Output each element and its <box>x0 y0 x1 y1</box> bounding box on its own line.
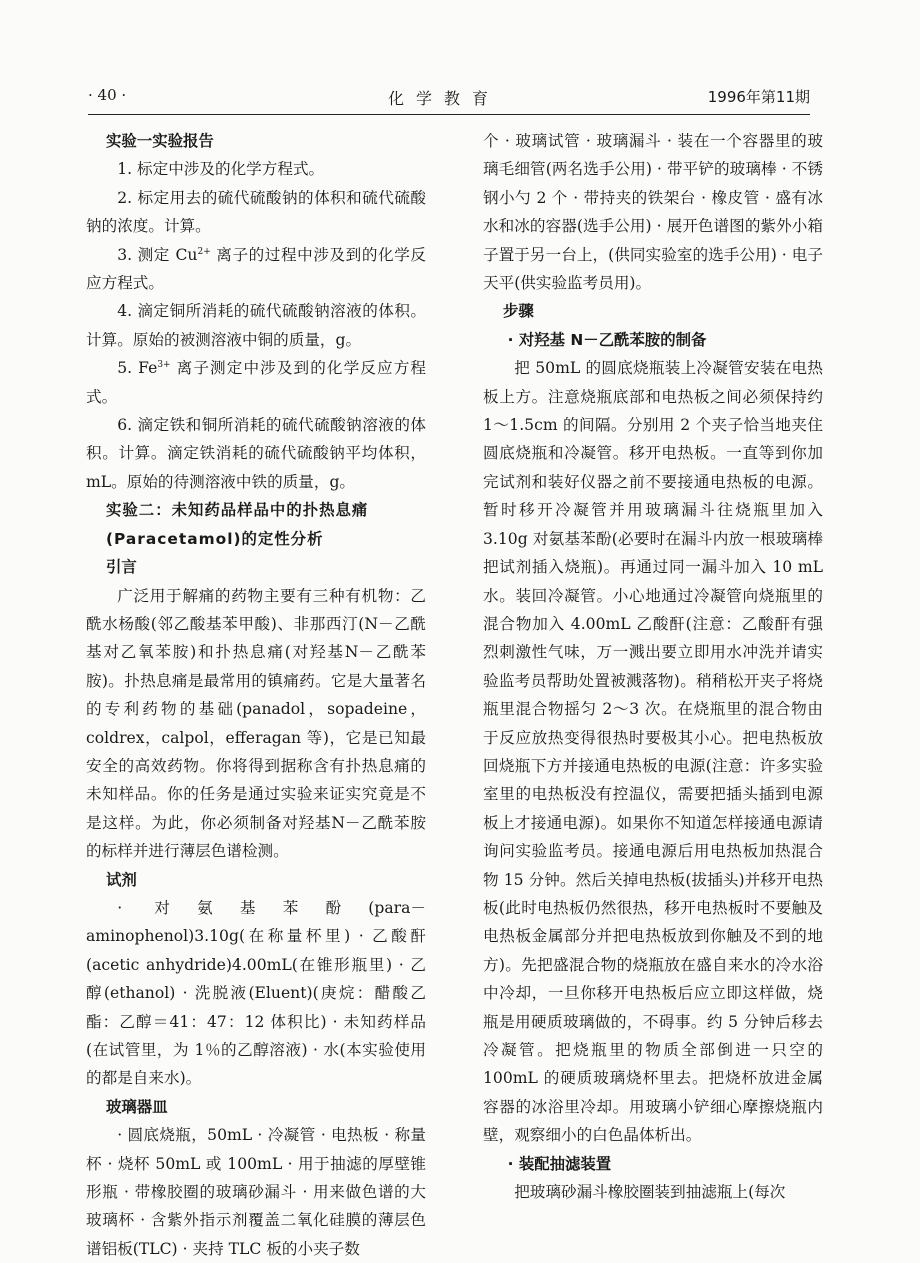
header-rule <box>88 114 810 115</box>
section-heading: · 装配抽滤装置 <box>507 1154 612 1173</box>
paragraph: 广泛用于解痛的药物主要有三种有机物：乙酰水杨酸(邻乙酸基苯甲酸)、非那西汀(N－乙酰基对乙氧苯胺)和扑热息痛(对羟基N－乙酰苯胺)。扑热息痛是最常用的镇痛药。它是大量著名的专利药物的基础(panadol，sopadeine，coldrex，calpol，efferagan 等)，它是已知最安全的高效药物。你将得到据称含有扑热息痛的未知样品。你的任务是通过实验来证实究竟是不是这样。为此，你必须制备对羟基N－乙酰苯胺的标样并进行薄层色谱检测。 <box>86 586 426 861</box>
paragraph: 2. 标定用去的硫代硫酸钠的体积和硫代硫酸钠的浓度。计算。 <box>86 188 426 236</box>
page-header <box>88 86 810 110</box>
paragraph: · 对氨基苯酚(para－aminophenol)3.10g(在称量杯里) · 乙酸酐(acetic anhydride)4.00mL(在锥形瓶里) · 乙醇(ethanol) · 洗脱液(Eluent)(庚烷：醋酸乙酯：乙醇＝41：47：12 体积比) · 未知药样品(在试管里，为 1％的乙醇溶液) · 水(本实验使用的都是自来水)。 <box>86 898 426 1088</box>
paragraph: 把玻璃砂漏斗橡胶圈装到抽滤瓶上(每次 <box>514 1183 786 1202</box>
section-heading: 步骤 <box>503 302 534 321</box>
paragraph: · 圆底烧瓶，50mL · 冷凝管 · 电热板 · 称量杯 · 烧杯 50mL 或 100mL · 用于抽滤的厚壁锥形瓶 · 带橡胶圈的玻璃砂漏斗 · 用来做色谱的大玻璃杯 · 含紫外指示剂覆盖二氧化硅膜的薄层色谱铝板(TLC) · 夹持 TLC 板的小夹子数 <box>86 1126 426 1258</box>
section-heading: 引言 <box>106 558 137 577</box>
paragraph: 把 50mL 的圆底烧瓶装上冷凝管安装在电热板上方。注意烧瓶底部和电热板之间必须保持约 1～1.5cm 的间隔。分别用 2 个夹子恰当地夹住圆底烧瓶和冷凝管。移开电热板。一直等到你加完试剂和装好仪器之前不要接通电热板的电源。暂时移开冷凝管并用玻璃漏斗往烧瓶里加入 3.10g 对氨基苯酚(必要时在漏斗内放一根玻璃棒把试剂插入烧瓶)。再通过同一漏斗加入 10 mL 水。装回冷凝管。小心地通过冷凝管向烧瓶里的混合物加入 4.00mL 乙酸酐(注意：乙酸酐有强烈刺激性气味，万一溅出要立即用水冲洗并请实验监考员帮助处置被溅落物)。稍稍松开夹子将烧瓶里混合物摇匀 2～3 次。在烧瓶里的混合物由于反应放热变得很热时要极其小心。把电热板放回烧瓶下方并接通电热板的电源(注意：许多实验室里的电热板没有控温仪，需要把插头插到电源板上才接通电源)。如果你不知道怎样接通电源请询问实验监考员。接通电源后用电热板加热混合物 15 分钟。然后关掉电热板(拔插头)并移开电热板(此时电热板仍然很热，移开电热板时不要触及电热板金属部分并把电热板放到你触及不到的地方)。先把盛混合物的烧瓶放在盛自来水的冷水浴中冷却，一旦你移开电热板后应立即这样做，烧瓶是用硬质玻璃做的，不碍事。约 5 分钟后移去冷凝管。把烧瓶里的物质全部倒进一只空的 100mL 的硬质玻璃烧杯里去。把烧杯放进金属容器的冰浴里冷却。用玻璃小铲细心摩擦烧瓶内壁，观察细小的白色晶体析出。 <box>483 359 823 1145</box>
paragraph: 6. 滴定铁和铜所消耗的硫代硫酸钠溶液的体积。计算。滴定铁消耗的硫代硫酸钠平均体积，mL。原始的待测溶液中铁的质量，g。 <box>86 416 426 491</box>
paragraph: 4. 滴定铜所消耗的硫代硫酸钠溶液的体积。计算。原始的被测溶液中铜的质量，g。 <box>86 302 426 349</box>
journal-title: 化学教育 <box>388 89 501 108</box>
page-number: · 40 · <box>88 86 127 104</box>
left-column <box>86 127 426 1258</box>
paragraph <box>86 354 426 411</box>
section-heading: 实验二：未知药品样品中的扑热息痛 <box>106 501 369 520</box>
section-heading: 实验一实验报告 <box>106 132 214 150</box>
paragraph: 1. 标定中涉及的化学方程式。 <box>117 160 325 179</box>
paragraph <box>86 241 426 298</box>
issue-label: 1996年第11期 <box>707 88 810 106</box>
ion-charge: 2+ <box>197 246 211 257</box>
section-heading: (Paracetamol)的定性分析 <box>106 529 324 548</box>
paragraph-text: 离子的过程中涉及到的化学反应方程式。 <box>86 245 426 293</box>
section-heading: · 对羟基 N－乙酰苯胺的制备 <box>507 330 707 349</box>
section-heading: 玻璃器皿 <box>106 1097 168 1116</box>
paragraph-text: 离子测定中涉及到的化学反应方程式。 <box>86 359 426 406</box>
ion-charge: 3+ <box>157 360 171 371</box>
right-column <box>483 127 823 1247</box>
paragraph: 个 · 玻璃试管 · 玻璃漏斗 · 装在一个容器里的玻璃毛细管(两名选手公用) · 带平铲的玻璃棒 · 不锈钢小勺 2 个 · 带持夹的铁架台 · 橡皮管 · 盛有冰水和冰的容器(选手公用) · 展开色谱图的紫外小箱子置于另一台上，(供同实验室的选手公用) · 电子天平(供实验监考员用)。 <box>483 132 823 293</box>
section-heading: 试剂 <box>106 870 137 889</box>
paragraph-text: 3. 测定 Cu <box>117 245 198 264</box>
paragraph-text: 5. Fe <box>117 359 158 378</box>
